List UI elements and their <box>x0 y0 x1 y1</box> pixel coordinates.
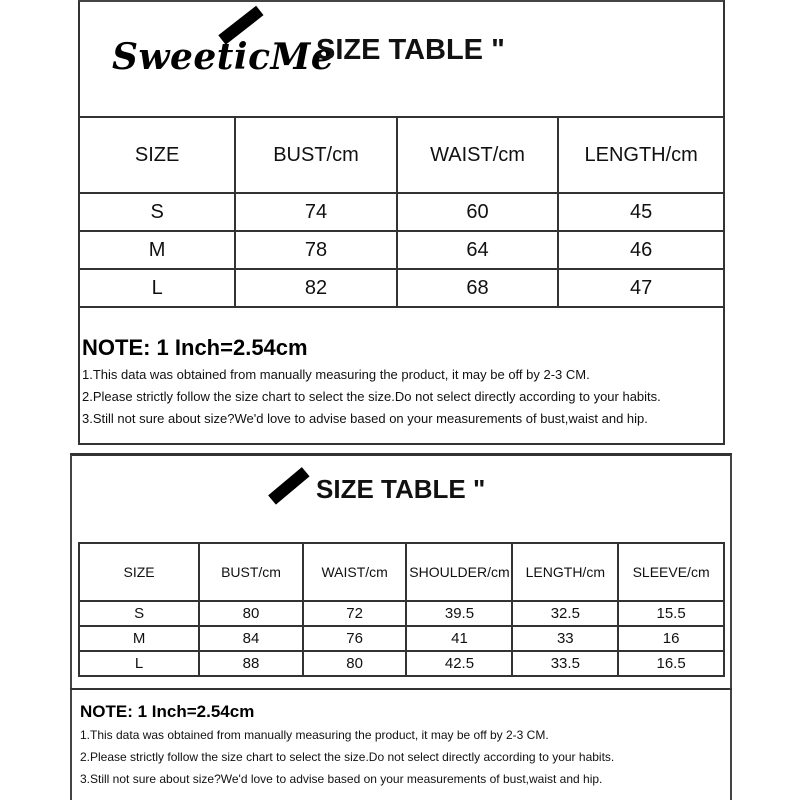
table-cell: S <box>79 193 235 231</box>
table-row <box>79 601 724 626</box>
note-line: 3.Still not sure about size?We'd love to advise based on your measurements of bust,waist and hip. <box>82 411 648 426</box>
table-cell: 68 <box>397 269 559 307</box>
table-cell: 74 <box>235 193 397 231</box>
table-cell: 39.5 <box>406 601 512 626</box>
table-cell: 80 <box>199 601 303 626</box>
page-title-bottom: SIZE TABLE " <box>316 474 486 504</box>
table-cell: 42.5 <box>406 651 512 676</box>
header-cell: SHOULDER/cm <box>406 543 512 601</box>
note-line: 1.This data was obtained from manually measuring the product, it may be off by 2-3 CM. <box>80 728 549 742</box>
table-cell: 84 <box>199 626 303 651</box>
table-cell: 16.5 <box>618 651 724 676</box>
table-header-row <box>79 117 724 193</box>
table-cell: 82 <box>235 269 397 307</box>
header-cell: BUST/cm <box>235 117 397 193</box>
table-row <box>79 651 724 676</box>
header-cell: SIZE <box>79 117 235 193</box>
note-line: 2.Please strictly follow the size chart to select the size.Do not select directly according to your habits. <box>82 389 661 404</box>
table-cell: 33 <box>512 626 618 651</box>
table-cell: 72 <box>303 601 407 626</box>
table-cell: 16 <box>618 626 724 651</box>
table-row <box>79 193 724 231</box>
header-cell: WAIST/cm <box>303 543 407 601</box>
header-cell: WAIST/cm <box>397 117 559 193</box>
table-cell: 33.5 <box>512 651 618 676</box>
table-cell: 41 <box>406 626 512 651</box>
table-cell: 88 <box>199 651 303 676</box>
note-line: 2.Please strictly follow the size chart to select the size.Do not select directly according to your habits. <box>80 750 615 764</box>
table-cell: M <box>79 231 235 269</box>
table-cell: 60 <box>397 193 559 231</box>
header-cell: BUST/cm <box>199 543 303 601</box>
table-row <box>79 626 724 651</box>
note-title: NOTE: 1 Inch=2.54cm <box>82 335 308 360</box>
table-cell: 80 <box>303 651 407 676</box>
table-header-row <box>79 543 724 601</box>
table-row <box>79 231 724 269</box>
table-cell: 32.5 <box>512 601 618 626</box>
header-cell: SIZE <box>79 543 199 601</box>
table-row <box>79 269 724 307</box>
table-cell: L <box>79 651 199 676</box>
table-cell: 64 <box>397 231 559 269</box>
table-cell: 45 <box>558 193 724 231</box>
table-cell: 15.5 <box>618 601 724 626</box>
section-divider <box>70 688 732 690</box>
table-cell: 78 <box>235 231 397 269</box>
size-table-bottom <box>78 542 725 677</box>
table-cell: 46 <box>558 231 724 269</box>
note-line: 3.Still not sure about size?We'd love to advise based on your measurements of bust,waist and hip. <box>80 772 603 786</box>
size-table-top <box>78 116 725 308</box>
brand-logo: SweeticMe <box>112 36 335 78</box>
table-cell: 76 <box>303 626 407 651</box>
note-line: 1.This data was obtained from manually measuring the product, it may be off by 2-3 CM. <box>82 367 590 382</box>
table-cell: 47 <box>558 269 724 307</box>
header-cell: SLEEVE/cm <box>618 543 724 601</box>
header-cell: LENGTH/cm <box>558 117 724 193</box>
note-title: NOTE: 1 Inch=2.54cm <box>80 702 255 721</box>
table-cell: S <box>79 601 199 626</box>
header-cell: LENGTH/cm <box>512 543 618 601</box>
page-title-top: SIZE TABLE " <box>316 34 505 66</box>
table-cell: M <box>79 626 199 651</box>
table-cell: L <box>79 269 235 307</box>
